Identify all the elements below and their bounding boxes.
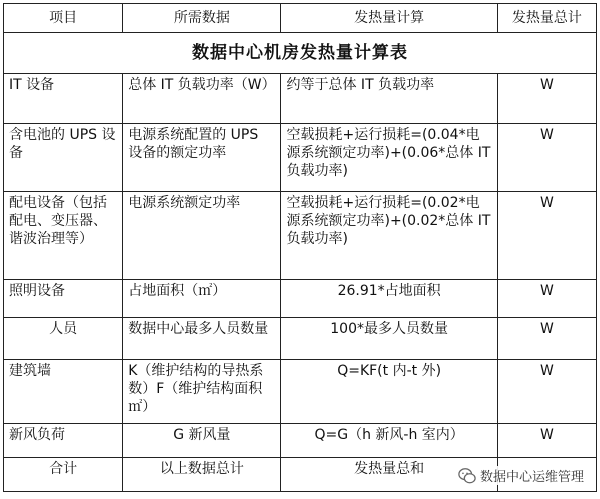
cell-calc: Q=G（h 新风-h 室内）	[281, 424, 497, 458]
cell-calc: 空载损耗+运行损耗=(0.02*电源系统额定功率)+(0.02*总体 IT 负载功率)	[281, 192, 497, 280]
cell-data: 数据中心最多人员数量	[123, 318, 281, 360]
watermark	[456, 466, 586, 485]
cell-item: 新风负荷	[4, 424, 123, 458]
cell-item: 照明设备	[4, 280, 123, 318]
cell-calc: 空载损耗+运行损耗=(0.04*电源系统额定功率)+(0.06*总体 IT 负载功率)	[281, 124, 497, 192]
cell-total: W	[497, 74, 596, 124]
table-row	[4, 124, 597, 192]
cell-data: 总体 IT 负载功率（W）	[123, 74, 281, 124]
cell-total: W	[497, 360, 596, 424]
header-heat-total: 发热量总计	[497, 4, 596, 33]
cell-item: IT 设备	[4, 74, 123, 124]
table-row	[4, 318, 597, 360]
cell-data: K（维护结构的导热系数）F（维护结构面积㎡）	[123, 360, 281, 424]
cell-calc: 26.91*占地面积	[281, 280, 497, 318]
table-row	[4, 192, 597, 280]
cell-item: 建筑墙	[4, 360, 123, 424]
wechat-icon	[458, 467, 476, 485]
table-title-row	[4, 33, 597, 74]
header-item: 项目	[4, 4, 123, 33]
header-heat-calc: 发热量计算	[281, 4, 497, 33]
table-title: 数据中心机房发热量计算表	[4, 33, 597, 74]
cell-calc: Q=KF(t 内-t 外)	[281, 360, 497, 424]
watermark-text: 数据中心运维管理	[479, 470, 584, 485]
heat-table-container	[3, 3, 597, 496]
cell-item: 含电池的 UPS 设备	[4, 124, 123, 192]
cell-item: 合计	[4, 458, 123, 492]
table-row	[4, 424, 597, 458]
table-row	[4, 74, 597, 124]
cell-data: 以上数据总计	[123, 458, 281, 492]
cell-data: G 新风量	[123, 424, 281, 458]
cell-item: 人员	[4, 318, 123, 360]
cell-calc: 发热量总和	[281, 458, 497, 492]
table-row	[4, 280, 597, 318]
cell-data: 占地面积（㎡）	[123, 280, 281, 318]
header-row	[4, 4, 597, 33]
heat-calculation-table	[3, 3, 597, 492]
table-row	[4, 360, 597, 424]
cell-total: W	[497, 280, 596, 318]
cell-data: 电源系统额定功率	[123, 192, 281, 280]
cell-item: 配电设备（包括配电、变压器、谐波治理等）	[4, 192, 123, 280]
cell-calc: 约等于总体 IT 负载功率	[281, 74, 497, 124]
cell-data: 电源系统配置的 UPS 设备的额定功率	[123, 124, 281, 192]
cell-calc: 100*最多人员数量	[281, 318, 497, 360]
header-required-data: 所需数据	[123, 4, 281, 33]
cell-total: W	[497, 124, 596, 192]
cell-total: W	[497, 424, 596, 458]
cell-total: W	[497, 192, 596, 280]
cell-total: W	[497, 318, 596, 360]
